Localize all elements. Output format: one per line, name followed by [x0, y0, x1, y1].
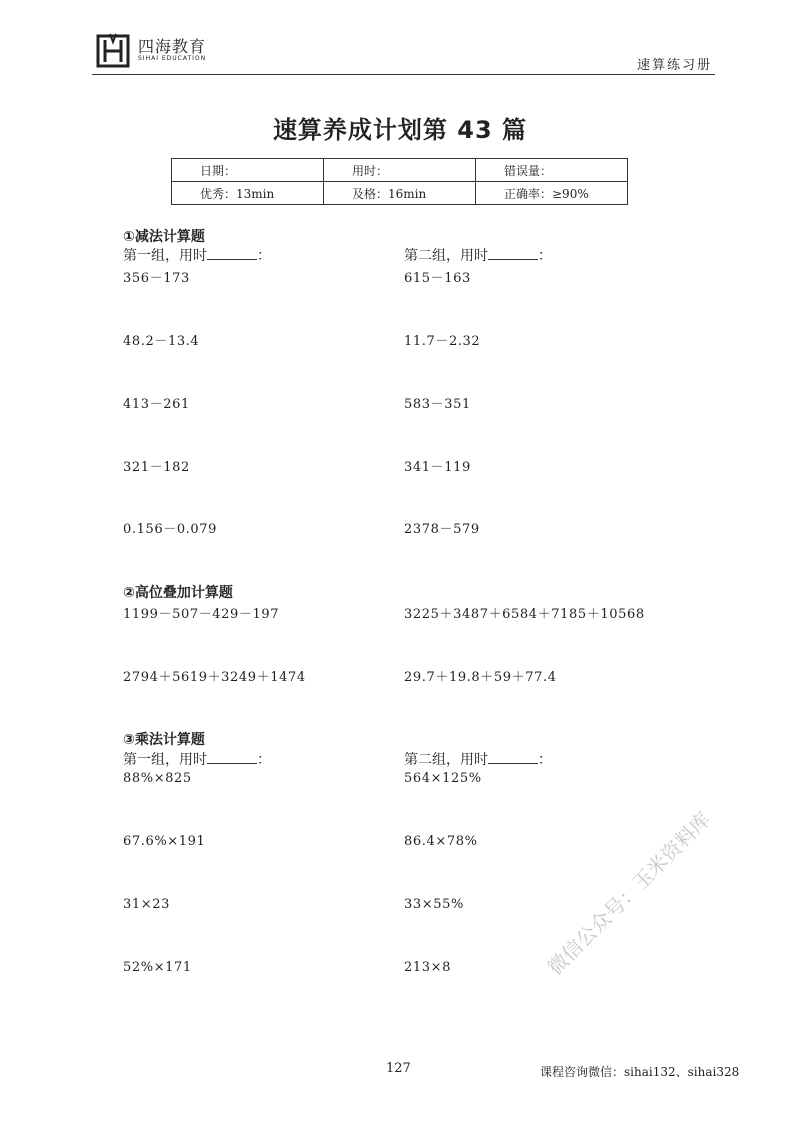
section-title-addition: ②高位叠加计算题 — [123, 585, 233, 601]
group-colon: ： — [257, 248, 271, 264]
pass-criterion: 及格：16min — [324, 182, 476, 205]
group2-timer — [404, 245, 552, 265]
contact-info: 课程咨询微信：sihai132、sihai328 — [540, 1065, 740, 1079]
book-title: 速算练习册 — [636, 58, 712, 73]
problem: 413－261 — [123, 397, 190, 412]
info-row — [172, 182, 628, 205]
problem: 2794＋5619＋3249＋1474 — [123, 670, 306, 685]
time-used-field[interactable]: 用时： — [324, 159, 476, 182]
problem: 88%×825 — [123, 771, 192, 786]
group-colon: ： — [538, 752, 552, 768]
problem: 356－173 — [123, 271, 190, 286]
problem: 583－351 — [404, 397, 471, 412]
page-title: 速算养成计划第 43 篇 — [272, 116, 528, 144]
problem: 52%×171 — [123, 960, 192, 975]
time-blank[interactable] — [488, 749, 538, 764]
group1-timer — [123, 245, 271, 265]
date-field[interactable]: 日期： — [172, 159, 324, 182]
group-label: 第二组，用时 — [404, 248, 488, 264]
group-label: 第一组，用时 — [123, 752, 207, 768]
group-label: 第二组，用时 — [404, 752, 488, 768]
problem: 321－182 — [123, 460, 190, 475]
page-number: 127 — [386, 1061, 411, 1076]
problem: 1199－507－429－197 — [123, 607, 280, 622]
problem: 213×8 — [404, 960, 451, 975]
section-title-subtraction: ①减法计算题 — [123, 229, 205, 245]
info-row — [172, 159, 628, 182]
problem: 341－119 — [404, 460, 471, 475]
problem: 0.156－0.079 — [123, 522, 218, 537]
error-count-field[interactable]: 错误量： — [476, 159, 628, 182]
header-divider — [92, 74, 715, 75]
problem: 67.6%×191 — [123, 834, 206, 849]
section-title-multiplication: ③乘法计算题 — [123, 732, 205, 748]
excellent-criterion: 优秀：13min — [172, 182, 324, 205]
watermark: 微信公众号：玉米资料库 — [542, 807, 716, 980]
problem: 86.4×78% — [404, 834, 478, 849]
time-blank[interactable] — [207, 245, 257, 260]
group-colon: ： — [257, 752, 271, 768]
problem: 615－163 — [404, 271, 471, 286]
problem: 2378－579 — [404, 522, 480, 537]
problem: 33×55% — [404, 897, 464, 912]
logo-icon — [96, 32, 130, 68]
problem: 31×23 — [123, 897, 170, 912]
accuracy-criterion: 正确率：≥90% — [476, 182, 628, 205]
brand-name: 四海教育 — [138, 37, 207, 56]
group-colon: ： — [538, 248, 552, 264]
problem: 564×125% — [404, 771, 482, 786]
time-blank[interactable] — [488, 245, 538, 260]
problem: 3225＋3487＋6584＋7185＋10568 — [404, 607, 645, 622]
time-blank[interactable] — [207, 749, 257, 764]
group-label: 第一组，用时 — [123, 248, 207, 264]
info-table — [171, 158, 628, 205]
problem: 11.7－2.32 — [404, 334, 481, 349]
problem: 48.2－13.4 — [123, 334, 200, 349]
problem: 29.7＋19.8＋59＋77.4 — [404, 670, 557, 685]
group2-timer — [404, 749, 552, 769]
brand-subtitle: SIHAI EDUCATION — [138, 55, 207, 62]
group1-timer — [123, 749, 271, 769]
